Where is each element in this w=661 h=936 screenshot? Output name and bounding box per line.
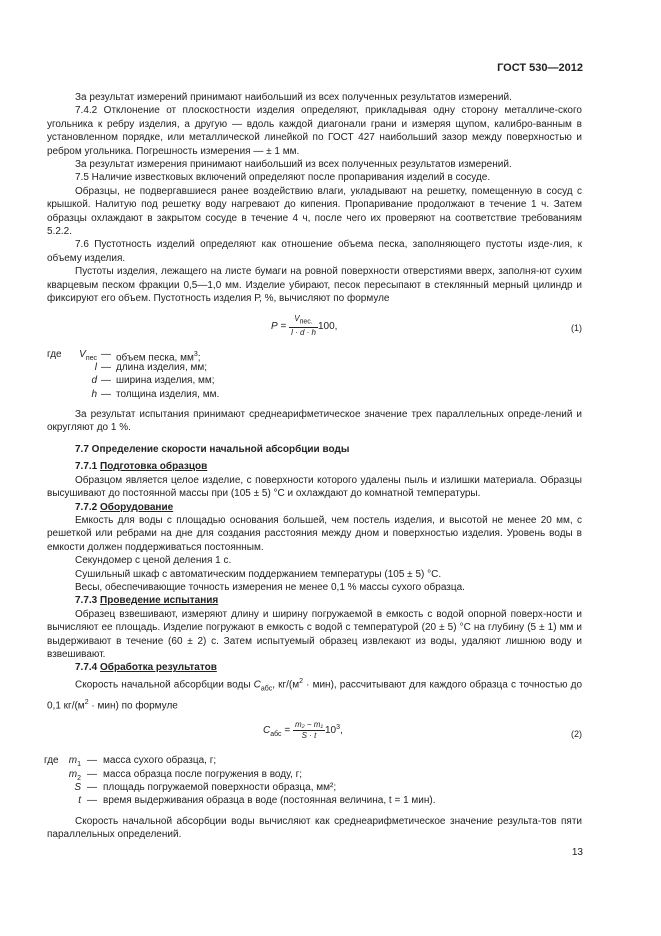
- subsection-heading: 7.7.1 Подготовка образцов: [75, 461, 208, 473]
- paragraph: За результат измерения принимают наибольший из всех полученных результатов измерений.: [75, 159, 512, 171]
- paragraph: 7.4.2 Отклонение от плоскостности изделия определяют, прикладывая одну сторону металличе-ского угольника к ребру изделия, а другую — вдоль каждой диагонали грани и измеряя щупом, калибро-ванным в установленном порядке, или металлической линейкой по ГОСТ 427 наибольший зазор между поверхностью и ребром угольника. Погрешность измерения — ± 1 мм.: [47, 105, 582, 157]
- paragraph: Пустоты изделия, лежащего на листе бумаги на ровной поверхности отверстиями вверх, заполня-ют сухим кварцевым песком фракции 0,5—1,0 мм. Изделие убирают, песок пересыпают в стеклянный мерный цилиндр и фиксируют его объем. Пустотность изделия Р, %, вычисляют по формуле: [47, 266, 582, 305]
- paragraph: 7.6 Пустотность изделий определяют как отношение объема песка, заполняющего пустоты изде-лия, к объему изделия.: [47, 239, 582, 264]
- subsection-heading: 7.7.3 Проведение испытания: [75, 595, 219, 607]
- paragraph: Весы, обеспечивающие точность измерения не менее 0,1 % массы сухого образца.: [75, 581, 465, 593]
- where-list-2: где $m_1$ — масса сухого образца, г; $m_2$ — масса образца после погружения в воду, г; S — площадь погружаемой поверхности образца, мм²; t — время выдерживания образца в воде (постоянная величина, t = 1 мин).: [44, 755, 436, 807]
- paragraph: Образцом является целое изделие, с поверхности которого удалены пыль и излишки материала. Образцы высушивают до постоянной массы при (105 ± 5) °С и охлаждают до комнатной температуры.: [47, 474, 582, 500]
- fraction: $\frac{V_{пес.}}{l \cdot d \cdot h}$: [291, 313, 316, 338]
- fraction: $\frac{\text{m₂ − m₁}}{S \cdot t}$: [294, 720, 323, 741]
- formula-number: (2): [571, 729, 582, 740]
- paragraph: Образцы, не подвергавшиеся ранее воздействию влаги, укладывают на решетку, помещенную в сосуд с крышкой. Налитую под решетку воду нагревают до кипения. Пропаривание продолжают в течение 1 ч. Затем образцы охлаждают в закрытом сосуде в течение 4 ч, после чего их проверяют на соответствие требованиям 5.2.2.: [47, 185, 582, 238]
- formula-number: (1): [571, 322, 582, 333]
- standard-header: ГОСТ 530—2012: [497, 62, 583, 74]
- formula-1: P = $\frac{V_{пес.}}{l \cdot d \cdot h}$ 100, (1): [271, 313, 582, 338]
- paragraph: Емкость для воды с площадью основания большей, чем постель изделия, и высотой не менее 20 мм, с решеткой или ребрами на дне для создания расстояния между дном и поверхностью изделия. Уровень воды в емкости должен поддерживаться постоянным.: [47, 514, 582, 553]
- subsection-heading: 7.7.4 Обработка результатов: [75, 662, 217, 674]
- document-body: [44, 91, 583, 842]
- formula-2: $C_{абс}$ = $\frac{\text{m₂ − m₁}}{S \cdot t}$ $10^3$, (2): [263, 720, 582, 741]
- formula-lhs: P: [271, 320, 278, 332]
- paragraph: За результат испытания принимают среднеарифметическое значение трех параллельных опреде-лений и округляют до 1 %.: [47, 409, 582, 434]
- subsection-heading: 7.7.2 Оборудование: [75, 501, 174, 513]
- paragraph: За результат измерений принимают наибольший из всех полученных результатов измерений.: [75, 92, 512, 103]
- page-number: 13: [571, 847, 583, 858]
- paragraph: Скорость начальной абсорбции воды вычисляют как среднеарифметическое значение результа-тов пяти параллельных определений.: [47, 815, 582, 841]
- paragraph: Секундомер с ценой деления 1 с.: [75, 555, 232, 567]
- where-list-1: где $V_{пес}$ — объем песка, $мм^3$; l — длина изделия, мм; d — ширина изделия, мм; h — толщина изделия, мм.: [47, 348, 220, 400]
- paragraph: Образец взвешивают, измеряют длину и ширину погружаемой в емкость с водой опорной поверх-ности и вычисляют ее площадь. Изделие погружают в емкость с водой с температурой (20 ± 5) °С на глубину (5 ± 1) мм и выдерживают в течение (60 ± 2) с. Затем испытуемый образец извлекают из воды, удаляют лишнюю воду и взвешивают.: [47, 608, 582, 660]
- paragraph: Сушильный шкаф с автоматическим поддержанием температуры (105 ± 5) °С.: [75, 568, 442, 580]
- paragraph: Скорость начальной абсорбции воды $C_{абс}$, $кг/(м^2 \cdot мин)$, рассчитывают для каждого образца с точностью до 0,1 $кг/(м^2 \cdot мин)$ по формуле: [47, 677, 583, 711]
- section-heading: 7.7 Определение скорости начальной абсорбции воды: [75, 443, 350, 455]
- paragraph: 7.5 Наличие известковых включений определяют после пропаривания изделий в сосуде.: [75, 172, 491, 184]
